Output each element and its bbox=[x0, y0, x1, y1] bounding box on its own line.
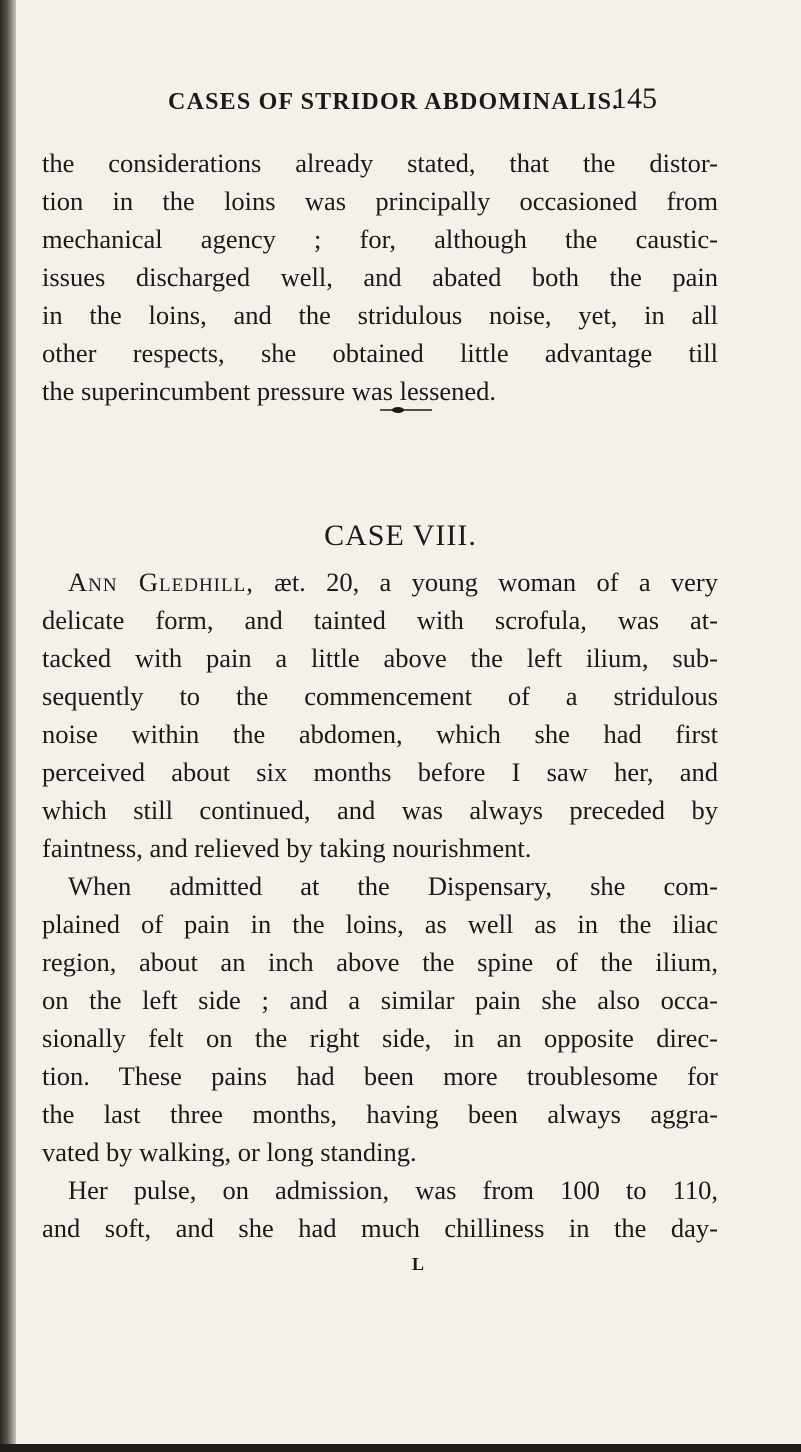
case-heading: CASE VIII. bbox=[324, 519, 477, 552]
text-line: the last three months, having been always aggra- bbox=[42, 1099, 718, 1129]
paragraph-continuation bbox=[42, 144, 718, 410]
text-line: region, about an inch above the spine of the ilium, bbox=[42, 947, 718, 977]
case-first-line bbox=[42, 563, 718, 601]
text-line: which still continued, and was always preceded by bbox=[42, 795, 718, 825]
text-line: vated by walking, or long standing. bbox=[42, 1137, 417, 1167]
text-line: and soft, and she had much chilliness in the day- bbox=[42, 1213, 718, 1243]
text-line: other respects, she obtained little advantage till bbox=[42, 338, 718, 368]
text-line: sequently to the commencement of a stridulous bbox=[42, 681, 718, 711]
signature-mark: L bbox=[412, 1254, 425, 1274]
text-line: plained of pain in the loins, as well as in the iliac bbox=[42, 909, 718, 939]
patient-name: Ann Gledhill, bbox=[68, 567, 254, 597]
text-line: tion in the loins was principally occasioned from bbox=[42, 186, 718, 216]
section-divider-ornament bbox=[380, 406, 432, 414]
text-line: the considerations already stated, that the distor- bbox=[42, 148, 718, 178]
case-body bbox=[42, 563, 718, 1247]
text-line: tion. These pains had been more troublesome for bbox=[42, 1061, 718, 1091]
binding-edge bbox=[0, 0, 16, 1452]
text-line: delicate form, and tainted with scrofula, was at- bbox=[42, 605, 718, 635]
running-title: CASES OF STRIDOR ABDOMINALIS. bbox=[168, 89, 620, 115]
text-line: issues discharged well, and abated both the pain bbox=[42, 262, 718, 292]
page-bottom-edge bbox=[0, 1444, 801, 1452]
text-line: on the left side ; and a similar pain she also occa- bbox=[42, 985, 718, 1015]
text-line: faintness, and relieved by taking nourishment. bbox=[42, 833, 532, 863]
text-line: Her pulse, on admission, was from 100 to 110, bbox=[68, 1175, 718, 1205]
text-line: noise within the abdomen, which she had first bbox=[42, 719, 718, 749]
text-line: the superincumbent pressure was lessened. bbox=[42, 376, 497, 406]
text-line: perceived about six months before I saw her, and bbox=[42, 757, 718, 787]
text-line: in the loins, and the stridulous noise, yet, in all bbox=[42, 300, 718, 330]
text-line: tacked with pain a little above the left ilium, sub- bbox=[42, 643, 718, 673]
text-line: sionally felt on the right side, in an opposite direc- bbox=[42, 1023, 718, 1053]
page-number: 145 bbox=[612, 82, 657, 115]
text-line: mechanical agency ; for, although the caustic- bbox=[42, 224, 718, 254]
text-line: When admitted at the Dispensary, she com- bbox=[68, 871, 718, 901]
first-line-rest: æt. 20, a young woman of a very bbox=[253, 567, 718, 597]
